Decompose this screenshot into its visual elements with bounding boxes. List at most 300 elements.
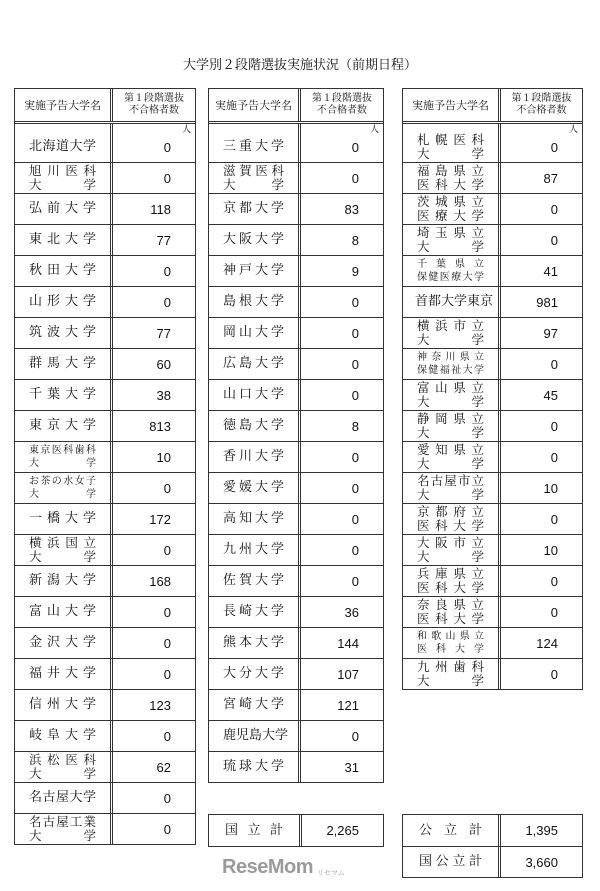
table-row bbox=[15, 255, 195, 286]
public-total-label-cell bbox=[403, 815, 501, 846]
table-row bbox=[15, 720, 195, 751]
rejected-count bbox=[501, 566, 582, 596]
rejected-count-value: 0 bbox=[351, 728, 359, 744]
university-name bbox=[209, 690, 301, 720]
rejected-count bbox=[301, 628, 383, 658]
table-row bbox=[15, 441, 195, 472]
university-name bbox=[209, 442, 301, 472]
university-name-line: 保健福祉大学 bbox=[417, 365, 484, 376]
rejected-count bbox=[301, 721, 383, 751]
rejected-count-value: 0 bbox=[351, 294, 359, 310]
university-name bbox=[15, 783, 113, 813]
university-name bbox=[403, 124, 501, 162]
table-row bbox=[15, 286, 195, 317]
table-row bbox=[15, 689, 195, 720]
university-name bbox=[15, 752, 113, 782]
rejected-count-value: 36 bbox=[344, 604, 359, 620]
rejected-count-value: 9 bbox=[351, 263, 359, 279]
rejected-count bbox=[301, 566, 383, 596]
header-count-line2: 不合格者数 bbox=[317, 105, 367, 116]
table-row bbox=[403, 121, 582, 162]
university-name-line: 医科大学 bbox=[417, 518, 484, 533]
university-name bbox=[403, 411, 501, 441]
university-name bbox=[403, 380, 501, 410]
header-count-line2: 不合格者数 bbox=[129, 105, 179, 116]
table-row bbox=[209, 410, 383, 441]
university-name bbox=[209, 721, 301, 751]
rejected-count-value: 118 bbox=[150, 201, 171, 217]
rejected-count-value: 0 bbox=[550, 418, 558, 434]
rejected-count-value: 0 bbox=[550, 666, 558, 682]
table-row bbox=[15, 317, 195, 348]
rejected-count bbox=[113, 163, 195, 193]
rejected-count-value: 8 bbox=[351, 232, 359, 248]
table-row bbox=[403, 162, 582, 193]
national-total-label: 国立計 bbox=[225, 822, 283, 838]
table-row bbox=[403, 503, 582, 534]
rejected-count-value: 62 bbox=[156, 759, 171, 775]
university-name-line: 福島県立 bbox=[417, 163, 484, 178]
university-name bbox=[209, 287, 301, 317]
university-name-line: 三重大学 bbox=[223, 139, 284, 154]
university-name-line: 大分大学 bbox=[223, 666, 284, 681]
university-name bbox=[15, 473, 113, 503]
university-name bbox=[15, 194, 113, 224]
table-row bbox=[403, 627, 582, 658]
university-name-line: 九州歯科 bbox=[417, 659, 484, 674]
university-name bbox=[403, 597, 501, 627]
table-row bbox=[403, 348, 582, 379]
rejected-count-value: 0 bbox=[550, 449, 558, 465]
university-name-line: 山口大学 bbox=[223, 387, 284, 402]
university-name-line: 東京医科歯科 bbox=[29, 445, 96, 456]
unit-label: 人 bbox=[568, 124, 578, 134]
university-name bbox=[209, 752, 301, 782]
table-header bbox=[403, 89, 582, 121]
header-count bbox=[501, 89, 582, 121]
rejected-count bbox=[501, 442, 582, 472]
rejected-count-value: 0 bbox=[163, 728, 171, 744]
table-row bbox=[209, 121, 383, 162]
university-name bbox=[15, 380, 113, 410]
rejected-count-value: 0 bbox=[550, 356, 558, 372]
university-name-line: 千葉県立 bbox=[417, 259, 484, 270]
university-name bbox=[209, 566, 301, 596]
table-header bbox=[209, 89, 383, 121]
rejected-count bbox=[301, 256, 383, 286]
header-count-line2: 不合格者数 bbox=[516, 105, 567, 116]
rejected-count bbox=[113, 380, 195, 410]
rejected-count-value: 10 bbox=[543, 480, 558, 496]
rejected-count bbox=[501, 194, 582, 224]
rejected-count-value: 0 bbox=[550, 201, 558, 217]
rejected-count-value: 0 bbox=[163, 542, 171, 558]
university-name-line: 京都大学 bbox=[223, 201, 284, 216]
rejected-count-value: 0 bbox=[351, 387, 359, 403]
university-name-line: 群馬大学 bbox=[29, 356, 96, 371]
rejected-count-value: 123 bbox=[149, 697, 171, 713]
university-name bbox=[403, 659, 501, 689]
university-name-line: 香川大学 bbox=[223, 449, 284, 464]
university-name-line: 横浜市立 bbox=[417, 318, 484, 333]
table-row bbox=[403, 410, 582, 441]
rejected-count-value: 0 bbox=[163, 821, 171, 837]
rejected-count bbox=[301, 442, 383, 472]
rejected-count-value: 0 bbox=[163, 790, 171, 806]
table-row bbox=[209, 472, 383, 503]
university-name-line: 埼玉県立 bbox=[417, 225, 484, 240]
rejected-count-value: 31 bbox=[344, 759, 359, 775]
university-name-line: 九州大学 bbox=[223, 542, 284, 557]
university-name-line: 一橋大学 bbox=[29, 511, 96, 526]
rejected-count bbox=[301, 225, 383, 255]
rejected-count-value: 0 bbox=[550, 232, 558, 248]
table-row bbox=[209, 627, 383, 658]
rejected-count bbox=[113, 566, 195, 596]
rejected-count-value: 0 bbox=[351, 573, 359, 589]
university-name-line: 北海道大学 bbox=[29, 139, 96, 154]
university-name-line: 名古屋市立 bbox=[417, 473, 484, 488]
table-row bbox=[403, 441, 582, 472]
national-total-label-cell bbox=[209, 815, 302, 846]
table-row bbox=[209, 441, 383, 472]
rejected-count bbox=[113, 225, 195, 255]
table-row bbox=[15, 782, 195, 813]
rejected-count bbox=[113, 628, 195, 658]
rejected-count bbox=[501, 163, 582, 193]
rejected-count bbox=[113, 659, 195, 689]
rejected-count-value: 83 bbox=[344, 201, 359, 217]
university-name bbox=[15, 287, 113, 317]
table-row bbox=[15, 379, 195, 410]
university-name-line: 大学 bbox=[29, 549, 96, 564]
rejected-count-value: 87 bbox=[543, 170, 558, 186]
rejected-count bbox=[301, 318, 383, 348]
table-row bbox=[209, 224, 383, 255]
rejected-count bbox=[113, 814, 195, 844]
table-row bbox=[15, 751, 195, 782]
all-total-label-cell bbox=[403, 847, 501, 877]
table-row bbox=[15, 410, 195, 441]
rejected-count bbox=[113, 690, 195, 720]
rejected-count bbox=[301, 124, 383, 162]
rejected-count-value: 0 bbox=[163, 294, 171, 310]
header-name: 実施予告大学名 bbox=[15, 89, 113, 121]
table-row bbox=[15, 224, 195, 255]
table-row bbox=[209, 503, 383, 534]
rejected-count bbox=[113, 287, 195, 317]
university-name-line: 大阪大学 bbox=[223, 232, 284, 247]
rejected-count-value: 0 bbox=[163, 604, 171, 620]
table-row bbox=[403, 658, 582, 689]
rejected-count-value: 0 bbox=[163, 170, 171, 186]
university-name-line: 徳島大学 bbox=[223, 418, 284, 433]
rejected-count bbox=[301, 597, 383, 627]
university-name bbox=[15, 628, 113, 658]
university-name-line: 医科大学 bbox=[417, 580, 484, 595]
header-name: 実施予告大学名 bbox=[403, 89, 501, 121]
rejected-count-value: 172 bbox=[149, 511, 171, 527]
rejected-count bbox=[301, 411, 383, 441]
rejected-count bbox=[501, 504, 582, 534]
table-row bbox=[209, 658, 383, 689]
university-name-line: 富山県立 bbox=[417, 380, 484, 395]
university-name bbox=[403, 349, 501, 379]
university-name-line: 大学 bbox=[417, 425, 484, 440]
university-name-line: 佐賀大学 bbox=[223, 573, 284, 588]
table-row bbox=[15, 658, 195, 689]
table-row bbox=[209, 751, 383, 782]
rejected-count-value: 0 bbox=[351, 356, 359, 372]
rejected-count bbox=[301, 659, 383, 689]
rejected-count bbox=[501, 256, 582, 286]
rejected-count-value: 0 bbox=[550, 573, 558, 589]
university-name-line: 愛知県立 bbox=[417, 442, 484, 457]
rejected-count bbox=[501, 287, 582, 317]
national-universities-table-2 bbox=[208, 88, 384, 783]
university-name-line: 神戸大学 bbox=[223, 263, 284, 278]
university-name bbox=[403, 566, 501, 596]
university-name bbox=[209, 628, 301, 658]
table-row bbox=[209, 534, 383, 565]
rejected-count-value: 0 bbox=[351, 325, 359, 341]
table-row bbox=[403, 565, 582, 596]
table-row bbox=[209, 596, 383, 627]
rejected-count-value: 77 bbox=[156, 232, 171, 248]
university-name bbox=[15, 659, 113, 689]
rejected-count-value: 10 bbox=[543, 542, 558, 558]
university-name bbox=[403, 163, 501, 193]
university-name-line: 名古屋工業 bbox=[29, 814, 96, 829]
table-row bbox=[403, 317, 582, 348]
university-name-line: 新潟大学 bbox=[29, 573, 96, 588]
university-name bbox=[15, 814, 113, 844]
all-total-label: 国公立計 bbox=[419, 854, 482, 869]
university-name bbox=[15, 690, 113, 720]
rejected-count bbox=[113, 318, 195, 348]
table-row bbox=[15, 193, 195, 224]
rejected-count bbox=[501, 349, 582, 379]
university-name-line: 札幌医科 bbox=[417, 132, 484, 147]
rejected-count-value: 0 bbox=[550, 139, 558, 155]
university-name bbox=[15, 566, 113, 596]
rejected-count-value: 45 bbox=[543, 387, 558, 403]
university-name-line: 横浜国立 bbox=[29, 535, 96, 550]
rejected-count-value: 0 bbox=[163, 480, 171, 496]
university-name bbox=[15, 318, 113, 348]
university-name-line: 大学 bbox=[29, 828, 96, 843]
university-name bbox=[209, 318, 301, 348]
rejected-count-value: 0 bbox=[163, 635, 171, 651]
university-name-line: 筑波大学 bbox=[29, 325, 96, 340]
rejected-count-value: 0 bbox=[163, 263, 171, 279]
header-name: 実施予告大学名 bbox=[209, 89, 301, 121]
table-row bbox=[209, 193, 383, 224]
rejected-count-value: 0 bbox=[550, 511, 558, 527]
university-name-line: 金沢大学 bbox=[29, 635, 96, 650]
table-row bbox=[15, 162, 195, 193]
table-row bbox=[403, 534, 582, 565]
page-title: 大学別２段階選抜実施状況（前期日程） bbox=[182, 58, 417, 73]
university-name-line: 大学 bbox=[417, 549, 484, 564]
table-row bbox=[209, 689, 383, 720]
rejected-count bbox=[501, 124, 582, 162]
university-name bbox=[209, 256, 301, 286]
table-row bbox=[403, 379, 582, 410]
rejected-count-value: 0 bbox=[550, 604, 558, 620]
table-row bbox=[403, 596, 582, 627]
all-total-value: 3,660 bbox=[525, 854, 558, 870]
rejected-count-value: 0 bbox=[163, 139, 171, 155]
header-count bbox=[301, 89, 383, 121]
rejected-count-value: 0 bbox=[351, 139, 359, 155]
table-row bbox=[403, 286, 582, 317]
university-name-line: 秋田大学 bbox=[29, 263, 96, 278]
university-name-line: 保健医療大学 bbox=[417, 272, 484, 283]
university-name-line: 弘前大学 bbox=[29, 201, 96, 216]
rejected-count-value: 10 bbox=[156, 449, 171, 465]
rejected-count bbox=[113, 349, 195, 379]
national-total-box bbox=[208, 814, 384, 847]
national-total-value: 2,265 bbox=[326, 823, 359, 838]
university-name bbox=[209, 473, 301, 503]
header-count-line1: 第１段階選抜 bbox=[124, 93, 184, 104]
rejected-count bbox=[501, 473, 582, 503]
rejected-count-value: 124 bbox=[536, 635, 558, 651]
table-row bbox=[209, 317, 383, 348]
university-name bbox=[15, 349, 113, 379]
rejected-count bbox=[501, 411, 582, 441]
university-name-line: 名古屋大学 bbox=[29, 790, 96, 805]
rejected-count-value: 0 bbox=[351, 480, 359, 496]
university-name-line: 福井大学 bbox=[29, 666, 96, 681]
unit-label: 人 bbox=[181, 124, 191, 134]
rejected-count bbox=[113, 752, 195, 782]
table-row bbox=[209, 286, 383, 317]
table-row bbox=[209, 565, 383, 596]
university-name bbox=[15, 597, 113, 627]
university-name bbox=[15, 504, 113, 534]
university-name bbox=[209, 659, 301, 689]
university-name-line: 東京大学 bbox=[29, 418, 96, 433]
university-name-line: 高知大学 bbox=[223, 511, 284, 526]
rejected-count bbox=[301, 287, 383, 317]
rejected-count-value: 107 bbox=[337, 666, 359, 682]
rejected-count bbox=[501, 318, 582, 348]
rejected-count bbox=[501, 225, 582, 255]
public-total-value: 1,395 bbox=[525, 823, 558, 838]
rejected-count-value: 813 bbox=[149, 418, 171, 434]
university-name-line: 大学 bbox=[29, 458, 96, 469]
university-name bbox=[403, 225, 501, 255]
university-name-line: 宮崎大学 bbox=[223, 697, 284, 712]
university-name-line: 神奈川県立 bbox=[417, 352, 484, 363]
rejected-count bbox=[113, 597, 195, 627]
university-name bbox=[403, 535, 501, 565]
university-name-line: 奈良県立 bbox=[417, 597, 484, 612]
university-name-line: 琉球大学 bbox=[223, 759, 284, 774]
table-row bbox=[15, 534, 195, 565]
university-name-line: 兵庫県立 bbox=[417, 566, 484, 581]
table-row bbox=[403, 224, 582, 255]
university-name-line: 首都大学東京 bbox=[415, 294, 494, 309]
university-name bbox=[15, 124, 113, 162]
rejected-count bbox=[501, 380, 582, 410]
public-total-box bbox=[402, 814, 583, 878]
table-row bbox=[209, 720, 383, 751]
university-name-line: 岐阜大学 bbox=[29, 728, 96, 743]
university-name bbox=[209, 597, 301, 627]
table-row bbox=[15, 121, 195, 162]
university-name bbox=[209, 411, 301, 441]
rejected-count bbox=[301, 504, 383, 534]
table-row bbox=[209, 348, 383, 379]
rejected-count-value: 0 bbox=[351, 449, 359, 465]
watermark-sub: リセマム bbox=[316, 870, 345, 877]
university-name-line: 山形大学 bbox=[29, 294, 96, 309]
rejected-count bbox=[113, 411, 195, 441]
watermark-text: ReseMom bbox=[222, 856, 313, 878]
university-name-line: 大学 bbox=[223, 177, 284, 192]
university-name bbox=[15, 163, 113, 193]
resemom-watermark-logo bbox=[222, 856, 345, 878]
rejected-count bbox=[113, 535, 195, 565]
university-name-line: 大学 bbox=[29, 177, 96, 192]
national-universities-table-1 bbox=[14, 88, 196, 845]
university-name bbox=[15, 442, 113, 472]
rejected-count-value: 121 bbox=[337, 697, 359, 713]
university-name-line: 長崎大学 bbox=[223, 604, 284, 619]
university-name-line: 静岡県立 bbox=[417, 411, 484, 426]
university-name-line: 鹿児島大学 bbox=[223, 728, 289, 743]
university-name-line: 茨城県立 bbox=[417, 194, 484, 209]
university-name-line: 大阪市立 bbox=[417, 535, 484, 550]
table-row bbox=[403, 472, 582, 503]
rejected-count bbox=[501, 597, 582, 627]
table-row bbox=[15, 813, 195, 844]
university-name-line: お茶の水女子 bbox=[29, 476, 96, 487]
university-name bbox=[209, 194, 301, 224]
university-name-line: 愛媛大学 bbox=[223, 480, 284, 495]
header-count-line1: 第１段階選抜 bbox=[511, 93, 572, 104]
table-row bbox=[403, 193, 582, 224]
table-row bbox=[15, 596, 195, 627]
table-row bbox=[403, 255, 582, 286]
university-name-line: 大学 bbox=[29, 489, 96, 500]
university-name-line: 広島大学 bbox=[223, 356, 284, 371]
university-name-line: 熊本大学 bbox=[223, 635, 284, 650]
university-name-line: 千葉大学 bbox=[29, 387, 96, 402]
rejected-count-value: 77 bbox=[156, 325, 171, 341]
university-name-line: 京都府立 bbox=[417, 504, 484, 519]
rejected-count-value: 97 bbox=[543, 325, 558, 341]
university-name-line: 医療大学 bbox=[417, 208, 484, 223]
university-name bbox=[209, 124, 301, 162]
rejected-count-value: 38 bbox=[156, 387, 171, 403]
university-name bbox=[15, 535, 113, 565]
rejected-count bbox=[501, 628, 582, 658]
rejected-count bbox=[501, 659, 582, 689]
rejected-count bbox=[301, 535, 383, 565]
rejected-count-value: 0 bbox=[163, 666, 171, 682]
table-row bbox=[15, 472, 195, 503]
university-name-line: 和歌山県立 bbox=[417, 631, 484, 642]
table-header bbox=[15, 89, 195, 121]
rejected-count bbox=[113, 721, 195, 751]
rejected-count-value: 981 bbox=[536, 294, 558, 310]
university-name-line: 大学 bbox=[417, 146, 484, 161]
rejected-count bbox=[301, 349, 383, 379]
